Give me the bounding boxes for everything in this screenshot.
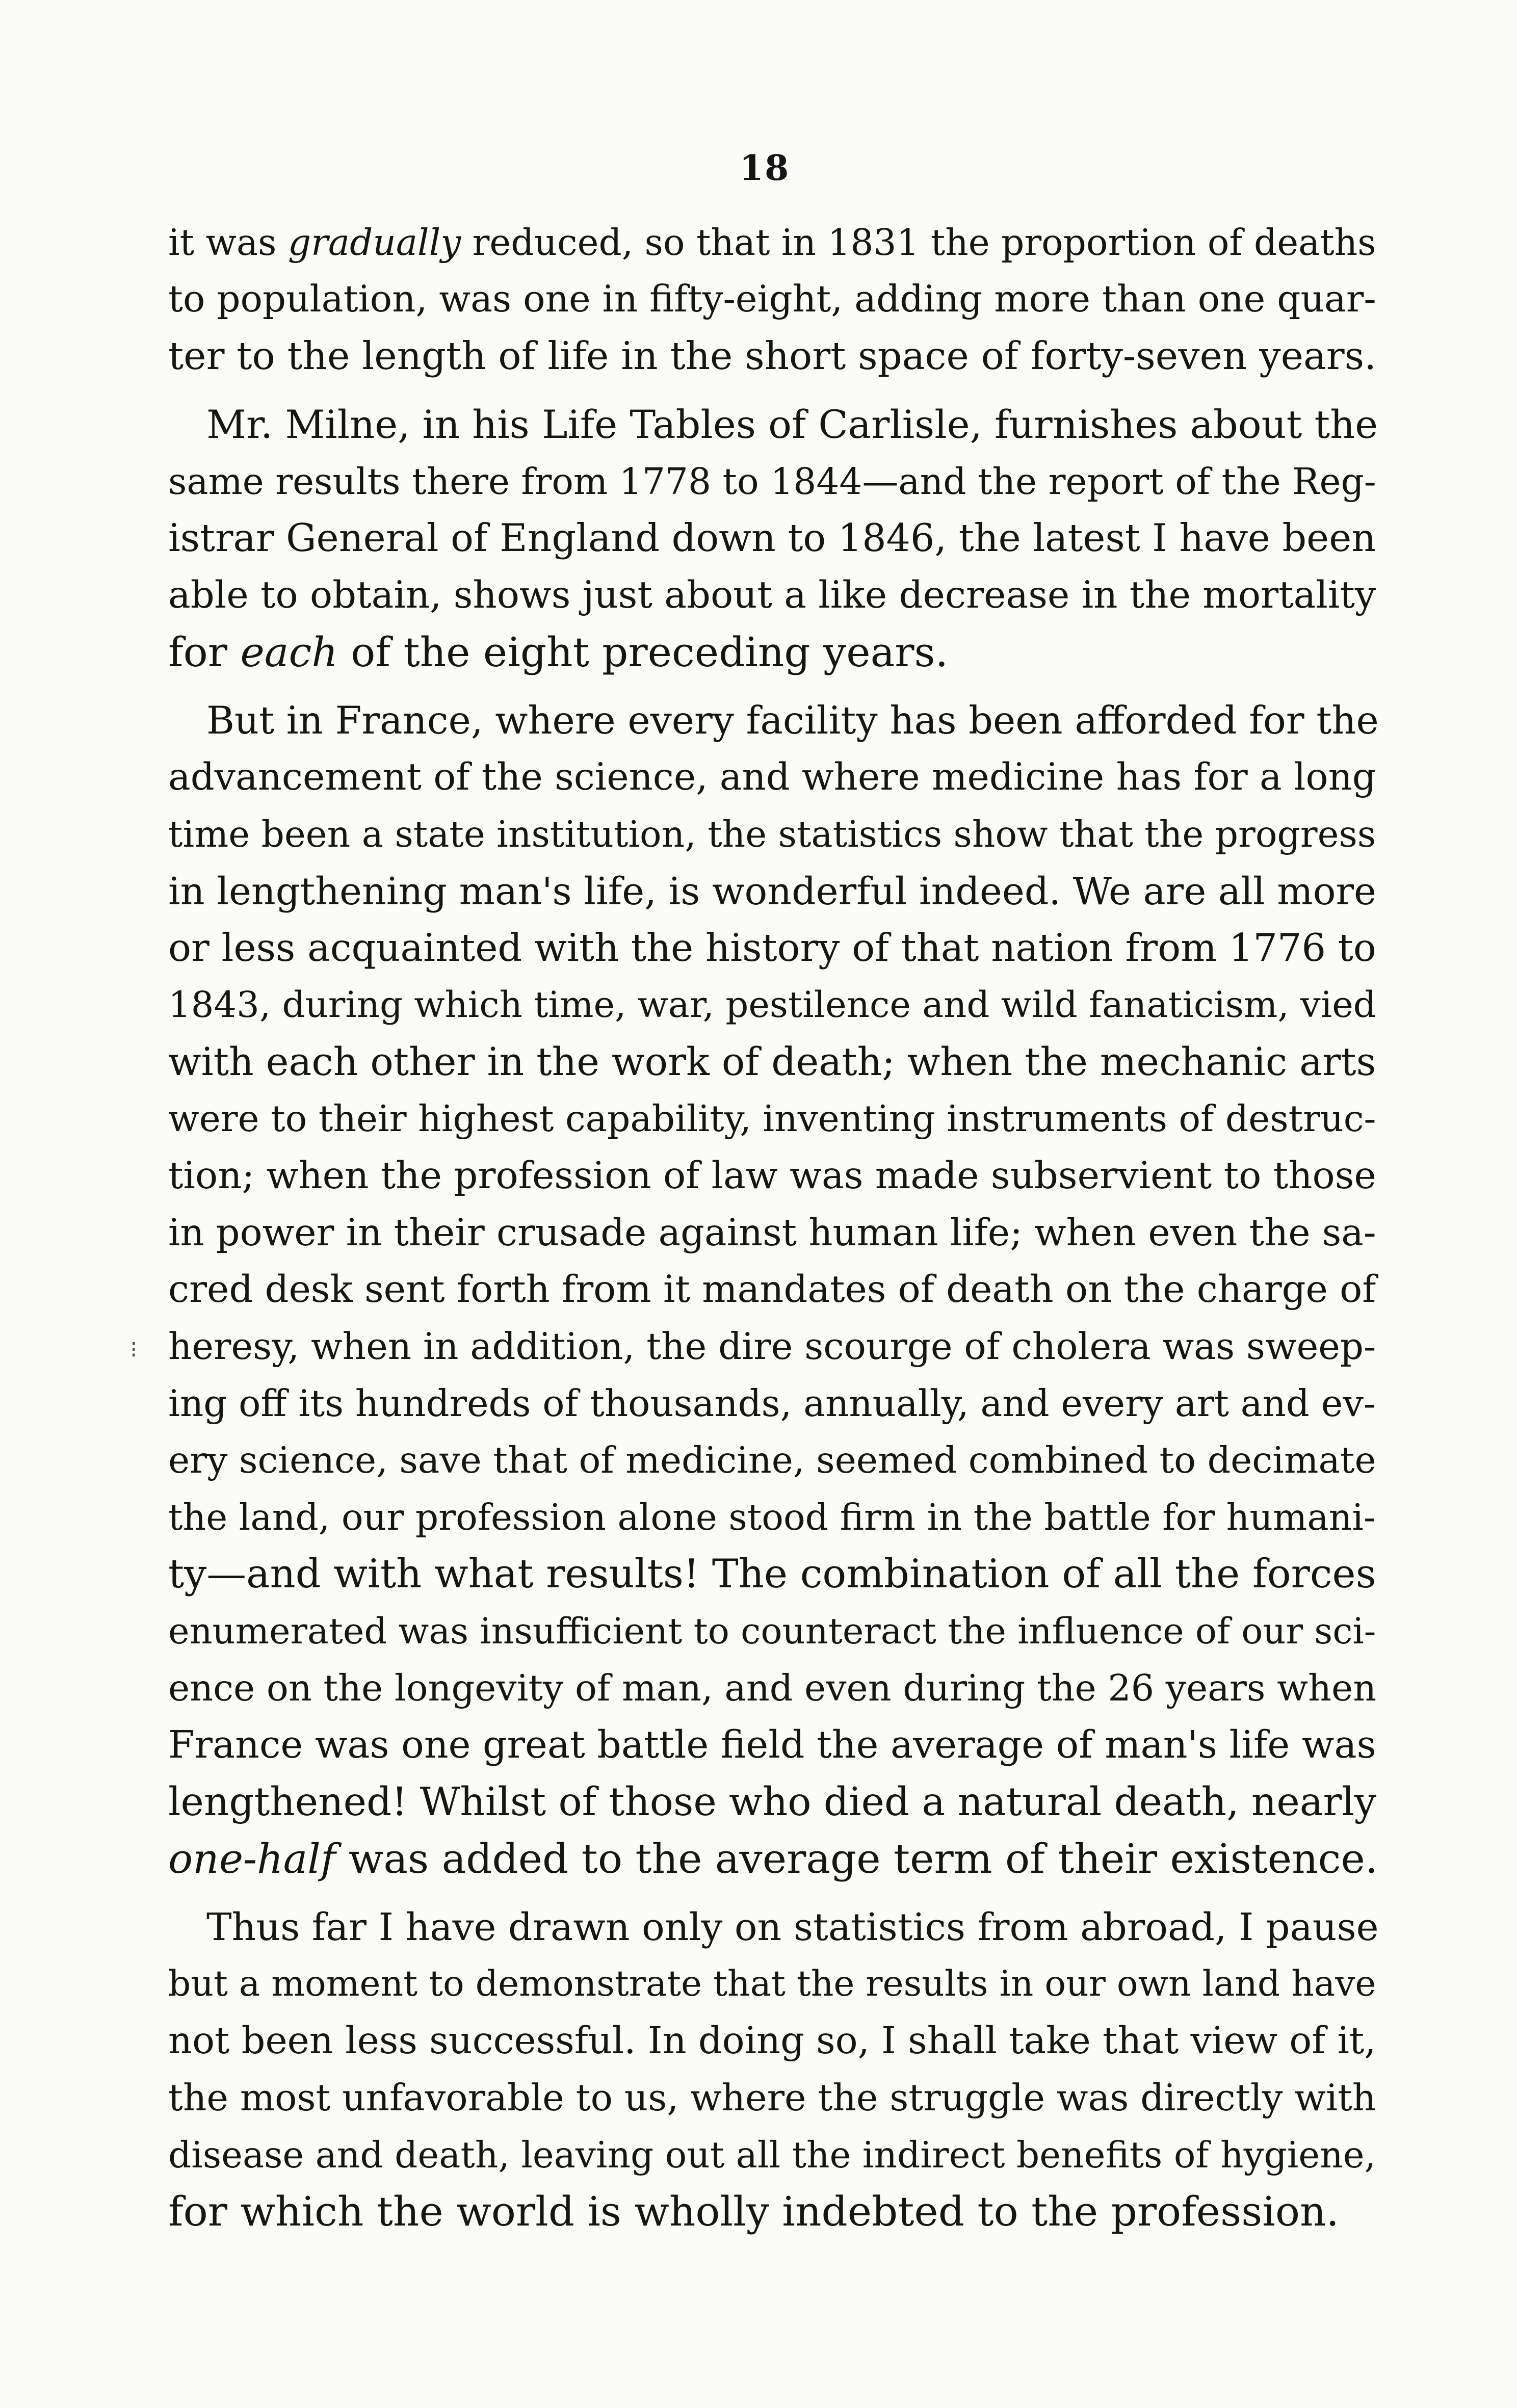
text-segment: with each other in the work of death; when the mechanic arts bbox=[168, 1039, 1376, 1084]
text-segment: cred desk sent forth from it mandates of death on the charge of bbox=[168, 1268, 1376, 1312]
text-line bbox=[168, 2183, 1376, 2240]
text-segment: enumerated was insufficient to counteract the influence of our sci- bbox=[168, 1610, 1376, 1652]
text-segment: heresy, when in addition, the dire scourge of cholera was sweep- bbox=[168, 1325, 1376, 1368]
text-line bbox=[168, 1956, 1376, 2013]
paragraph bbox=[168, 692, 1379, 1888]
text-segment: in lengthening man's life, is wonderful indeed. We are all more bbox=[168, 869, 1376, 913]
text-line bbox=[168, 1261, 1376, 1318]
text-line bbox=[168, 1205, 1376, 1262]
text-segment: ty—and with what results! The combination of all the forces bbox=[168, 1551, 1376, 1597]
text-segment: it was bbox=[168, 221, 288, 264]
margin-mark: ⁝ bbox=[130, 1336, 138, 1363]
text-line bbox=[168, 920, 1376, 977]
text-segment: But in France, where every facility has been afforded for the bbox=[206, 698, 1379, 743]
text-segment: to population, was one in fifty-eight, adding more than one quar- bbox=[168, 277, 1376, 321]
text-line bbox=[168, 749, 1376, 806]
text-segment: able to obtain, shows just about a like decrease in the mortality bbox=[168, 573, 1376, 617]
text-line bbox=[168, 1147, 1376, 1205]
text-segment: not been less successful. In doing so, I shall take that view of it, bbox=[168, 2019, 1376, 2063]
paragraph bbox=[168, 396, 1376, 680]
paragraph bbox=[168, 1899, 1379, 2240]
text-segment: lengthened! Whilst of those who died a natural death, nearly bbox=[168, 1779, 1377, 1825]
text-line bbox=[168, 1318, 1376, 1375]
text-line bbox=[168, 271, 1376, 328]
text-line bbox=[168, 396, 1376, 453]
text-segment: 1843, during which time, war, pestilence and wild fanaticism, vied bbox=[168, 983, 1376, 1026]
text-segment: reduced, so that in 1831 the proportion of deaths bbox=[461, 221, 1376, 264]
text-segment: for which the world is wholly indebted to the profession. bbox=[168, 2188, 1339, 2236]
text-segment: istrar General of England down to 1846, the latest I have been bbox=[168, 516, 1376, 561]
paragraph-gap bbox=[168, 681, 1376, 692]
text-segment: of the eight preceding years. bbox=[337, 628, 949, 676]
text-line bbox=[168, 1034, 1376, 1091]
paragraph-gap bbox=[168, 385, 1376, 396]
text-line bbox=[168, 863, 1376, 920]
text-segment: or less acquainted with the history of that nation from 1776 to bbox=[168, 926, 1376, 971]
text-line bbox=[168, 1830, 1376, 1888]
body-text bbox=[168, 214, 1379, 2240]
text-line bbox=[168, 214, 1376, 271]
text-segment: same results there from 1778 to 1844—and the report of the Reg- bbox=[168, 460, 1376, 503]
paragraph-gap bbox=[168, 1888, 1376, 1899]
text-line bbox=[168, 2012, 1376, 2070]
text-line bbox=[168, 2070, 1376, 2127]
text-segment: for bbox=[168, 628, 241, 676]
text-segment: ery science, save that of medicine, seemed combined to decimate bbox=[168, 1439, 1376, 1482]
text-line bbox=[168, 1603, 1376, 1660]
text-segment: in power in their crusade against human life; when even the sa- bbox=[168, 1211, 1376, 1254]
text-line bbox=[168, 510, 1376, 567]
text-segment: tion; when the profession of law was made subservient to those bbox=[168, 1154, 1376, 1197]
text-line bbox=[168, 1432, 1376, 1489]
text-segment: each bbox=[240, 628, 338, 676]
text-line bbox=[168, 977, 1376, 1034]
text-line bbox=[168, 1375, 1376, 1432]
text-line bbox=[168, 1717, 1376, 1774]
text-line bbox=[168, 1660, 1376, 1717]
text-line bbox=[168, 567, 1376, 624]
text-segment: gradually bbox=[287, 221, 461, 264]
text-segment: disease and death, leaving out all the indirect benefits of hygiene, bbox=[168, 2133, 1376, 2176]
text-segment: Thus far I have drawn only on statistics from abroad, I pause bbox=[206, 1904, 1379, 1949]
text-segment: ing off its hundreds of thousands, annually, and every art and ev- bbox=[168, 1381, 1376, 1425]
text-segment: was added to the average term of their existence. bbox=[335, 1835, 1378, 1883]
text-segment: ter to the length of life in the short space of forty-seven years. bbox=[168, 333, 1376, 379]
page-number: 18 bbox=[739, 148, 790, 189]
text-line bbox=[168, 1774, 1376, 1831]
text-segment: the most unfavorable to us, where the struggle was directly with bbox=[168, 2076, 1376, 2119]
text-line bbox=[168, 1489, 1376, 1546]
text-line bbox=[168, 624, 1376, 681]
text-segment: were to their highest capability, inventing instruments of destruc- bbox=[168, 1097, 1376, 1140]
text-segment: but a moment to demonstrate that the results in our own land have bbox=[168, 1963, 1376, 2004]
text-segment: advancement of the science, and where medicine has for a long bbox=[168, 755, 1376, 799]
text-line bbox=[168, 1090, 1376, 1147]
text-line bbox=[168, 453, 1376, 510]
text-segment: one-half bbox=[168, 1835, 336, 1883]
paragraph bbox=[168, 214, 1376, 385]
text-segment: time been a state institution, the statistics show that the progress bbox=[168, 813, 1376, 855]
text-line bbox=[168, 806, 1376, 863]
text-segment: ence on the longevity of man, and even during the 26 years when bbox=[168, 1667, 1377, 1710]
text-segment: Mr. Milne, in his Life Tables of Carlisle, furnishes about the bbox=[206, 402, 1378, 448]
text-line bbox=[168, 692, 1379, 749]
text-segment: the land, our profession alone stood firm in the battle for humani- bbox=[168, 1496, 1376, 1539]
text-line bbox=[168, 328, 1376, 385]
text-line bbox=[168, 1546, 1376, 1603]
text-segment: France was one great battle field the average of man's life was bbox=[168, 1722, 1376, 1767]
text-line bbox=[168, 2127, 1376, 2184]
text-line bbox=[168, 1899, 1379, 1956]
